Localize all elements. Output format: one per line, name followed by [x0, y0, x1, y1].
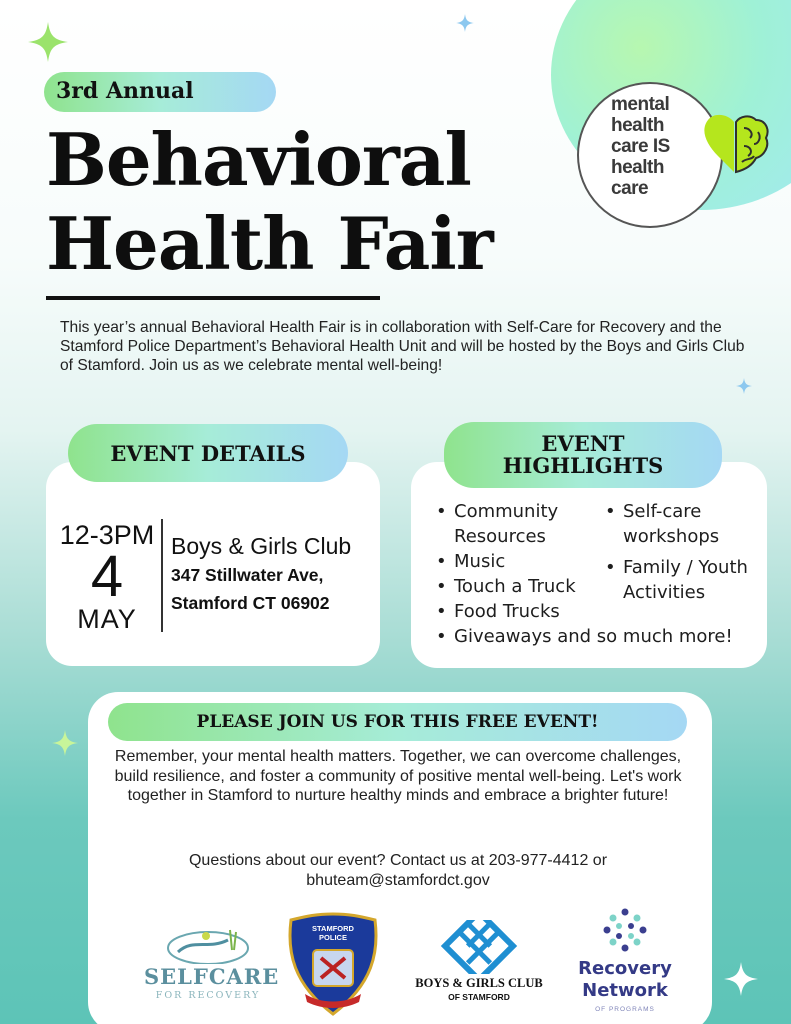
sparkle-icon [28, 22, 68, 62]
contact-info: Questions about our event? Contact us at 203-977-4412 or bhuteam@stamfordct.gov [188, 852, 608, 889]
highlight-item: • Giveaways and so much more! [432, 624, 762, 649]
highlights-last [432, 624, 762, 649]
event-day: 4 [90, 544, 124, 609]
sparkle-icon [724, 962, 758, 996]
page-title [46, 118, 493, 286]
recovery-network-name-2: Network [582, 980, 668, 1001]
join-title-text: PLEASE JOIN US FOR THIS FREE EVENT! [196, 712, 599, 732]
event-time: 12-3PM [59, 520, 155, 550]
venue-address-line1: 347 Stillwater Ave, [171, 565, 324, 585]
sparkle-icon [736, 378, 752, 394]
logo-text-line: care IS [611, 136, 670, 157]
bgc-hands-icon [406, 920, 552, 974]
mental-health-logo-text [611, 94, 711, 199]
recovery-network-flower-icon [566, 906, 684, 956]
highlight-item: • Music [432, 549, 604, 574]
highlights-title-line: EVENT [541, 431, 625, 456]
logo-text-line: health [611, 115, 664, 136]
details-divider [161, 519, 163, 632]
venue-address-line2: Stamford CT 06902 [171, 593, 330, 613]
highlights-col-1 [432, 499, 604, 624]
event-details-title-text: EVENT DETAILS [110, 440, 306, 466]
recovery-network-logo [566, 906, 684, 1018]
logo-text-line: health [611, 157, 664, 178]
title-line-2: Health Fair [46, 201, 493, 286]
logo-text-line: mental [611, 94, 670, 115]
title-underline [46, 296, 380, 300]
bgc-name: BOYS & GIRLS CLUB [415, 976, 543, 990]
highlights-title-line: HIGHLIGHTS [502, 453, 664, 478]
selfcare-logo [138, 920, 278, 1004]
bgc-subtitle: OF STAMFORD [448, 992, 510, 1002]
selfcare-subtitle: FOR RECOVERY [155, 990, 261, 1001]
event-venue [171, 531, 351, 617]
recovery-network-subtitle: OF PROGRAMS [595, 1006, 655, 1013]
highlight-item: • Community Resources [432, 499, 604, 549]
title-line-1: Behavioral [46, 117, 471, 202]
highlight-item: • Self-care workshops [601, 499, 767, 549]
event-date [54, 520, 160, 634]
heart-brain-icon [700, 112, 770, 174]
join-title-pill [108, 703, 687, 741]
join-message: Remember, your mental health matters. Together, we can overcome challenges, build resilience, and foster a community of positive mental well-being. Let's work together in Stamford to nurture healthy minds and embrace a brighter future! [114, 748, 682, 804]
highlight-item: • Touch a Truck [432, 574, 604, 599]
stamford-police-badge [287, 912, 379, 1018]
sparkle-icon [456, 14, 474, 32]
logo-text-line: care [611, 178, 649, 199]
event-month: MAY [77, 604, 137, 634]
police-badge-text: STAMFORD POLICE [312, 924, 354, 942]
annual-badge [44, 72, 276, 112]
recovery-network-name-1: Recovery [578, 958, 672, 979]
highlights-col-2 [601, 499, 767, 605]
highlight-item: • Family / Youth Activities [601, 555, 767, 605]
venue-name: Boys & Girls Club [171, 533, 352, 559]
boys-girls-club-logo [406, 920, 552, 1006]
annual-badge-text: 3rd Annual [56, 78, 194, 104]
highlight-item: • Food Trucks [432, 599, 604, 624]
event-highlights-title [444, 422, 722, 488]
selfcare-emblem-icon [138, 920, 278, 964]
event-details-title [68, 424, 348, 482]
selfcare-name: SELFCARE [144, 964, 280, 989]
intro-paragraph: This year’s annual Behavioral Health Fair is in collaboration with Self-Care for Recovery and the Stamford Police Department’s Behavioral Health Unit and will be hosted by the Boys and Girls Club of Stamford. Join us as we celebrate mental well-being! [60, 319, 745, 374]
sparkle-icon [52, 730, 78, 756]
